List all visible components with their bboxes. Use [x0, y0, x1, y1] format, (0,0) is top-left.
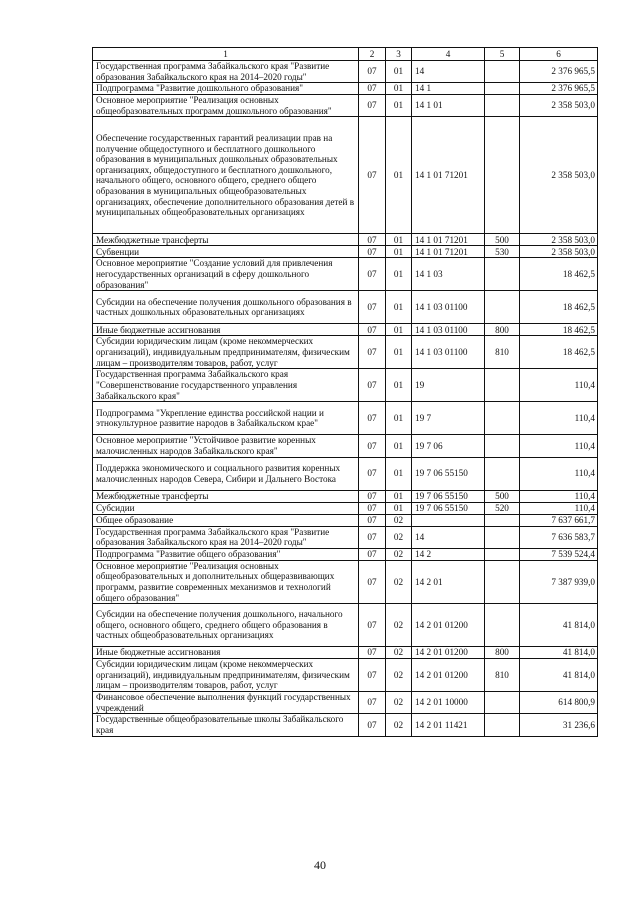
- row-amount: 110,4: [520, 457, 598, 490]
- row-subsection: 02: [386, 526, 412, 548]
- row-expense-type: 800: [485, 324, 520, 336]
- row-expense-type: [485, 514, 520, 526]
- budget-table: [92, 47, 598, 737]
- row-amount: 41 814,0: [520, 659, 598, 692]
- row-section: 07: [359, 647, 386, 659]
- row-expense-type: [485, 291, 520, 324]
- row-section: 07: [359, 560, 386, 603]
- row-name: Обеспечение государственных гарантий реализации прав на получение общедоступного и бесплатного дошкольного образования в муниципальных дошкольных образовательных организациях, общедоступного и бесплатного дошкольного, начального общего, основного общего, среднего общего образования в муниципальных общеобразовательных организациях, обеспечение дополнительного образования детей в муниципальных общеобразовательных организациях: [93, 117, 359, 234]
- row-target-article: 14 1 03 01100: [412, 336, 485, 369]
- row-expense-type: [485, 61, 520, 83]
- row-name: Межбюджетные трансферты: [93, 490, 359, 502]
- row-name: Субвенции: [93, 246, 359, 258]
- row-name: Государственная программа Забайкальского края "Развитие образования Забайкальского края на 2014–2020 годы": [93, 526, 359, 548]
- row-amount: 110,4: [520, 369, 598, 402]
- row-amount: 2 376 965,5: [520, 83, 598, 95]
- table-row: [93, 402, 598, 435]
- row-section: 07: [359, 548, 386, 560]
- row-section: 07: [359, 234, 386, 246]
- table-row: [93, 604, 598, 647]
- row-amount: 7 636 583,7: [520, 526, 598, 548]
- table-row: [93, 435, 598, 457]
- row-target-article: 14 2 01 01200: [412, 659, 485, 692]
- table-row: [93, 291, 598, 324]
- row-target-article: 19: [412, 369, 485, 402]
- row-target-article: 19 7 06 55150: [412, 502, 485, 514]
- row-target-article: 19 7 06 55150: [412, 457, 485, 490]
- row-section: 07: [359, 514, 386, 526]
- row-amount: 7 539 524,4: [520, 548, 598, 560]
- column-header-name: 1: [93, 48, 359, 61]
- row-target-article: 14 1 01 71201: [412, 117, 485, 234]
- row-section: 07: [359, 95, 386, 117]
- row-target-article: 14 1 03 01100: [412, 291, 485, 324]
- row-name: Государственная программа Забайкальского края "Развитие образования Забайкальского края на 2014–2020 годы": [93, 61, 359, 83]
- row-subsection: 01: [386, 83, 412, 95]
- row-amount: 18 462,5: [520, 336, 598, 369]
- table-row: [93, 560, 598, 603]
- row-name: Иные бюджетные ассигнования: [93, 647, 359, 659]
- row-target-article: 14 1 01 71201: [412, 246, 485, 258]
- table-row: [93, 83, 598, 95]
- table-row: [93, 502, 598, 514]
- row-target-article: 14 1 01: [412, 95, 485, 117]
- row-name: Субсидии: [93, 502, 359, 514]
- table-row: [93, 548, 598, 560]
- row-amount: 110,4: [520, 402, 598, 435]
- row-subsection: 01: [386, 234, 412, 246]
- row-amount: 41 814,0: [520, 604, 598, 647]
- row-expense-type: [485, 548, 520, 560]
- table-row: [93, 714, 598, 736]
- row-section: 07: [359, 604, 386, 647]
- row-subsection: 02: [386, 692, 412, 714]
- table-row: [93, 117, 598, 234]
- table-row: [93, 258, 598, 291]
- row-amount: 18 462,5: [520, 258, 598, 291]
- row-subsection: 01: [386, 402, 412, 435]
- row-expense-type: [485, 95, 520, 117]
- row-name: Межбюджетные трансферты: [93, 234, 359, 246]
- row-amount: 110,4: [520, 502, 598, 514]
- row-name: Подпрограмма "Развитие общего образования": [93, 548, 359, 560]
- row-expense-type: [485, 258, 520, 291]
- row-name: Субсидии юридическим лицам (кроме некоммерческих организаций), индивидуальным предпринимателям, физическим лицам – производителям товаров, работ, услуг: [93, 659, 359, 692]
- table-row: [93, 490, 598, 502]
- row-target-article: 19 7 06: [412, 435, 485, 457]
- row-subsection: 01: [386, 291, 412, 324]
- table-row: [93, 526, 598, 548]
- table-row: [93, 692, 598, 714]
- column-header-amount: 6: [520, 48, 598, 61]
- row-subsection: 01: [386, 369, 412, 402]
- table-row: [93, 336, 598, 369]
- row-section: 07: [359, 117, 386, 234]
- row-section: 07: [359, 369, 386, 402]
- row-amount: 31 236,6: [520, 714, 598, 736]
- row-section: 07: [359, 692, 386, 714]
- row-name: Субсидии на обеспечение получения дошкольного, начального общего, основного общего, среднего общего образования в частных общеобразовательных организациях: [93, 604, 359, 647]
- row-subsection: 02: [386, 604, 412, 647]
- table-row: [93, 457, 598, 490]
- row-subsection: 01: [386, 95, 412, 117]
- row-target-article: 14: [412, 526, 485, 548]
- row-target-article: 14 2 01 10000: [412, 692, 485, 714]
- row-amount: 7 637 661,7: [520, 514, 598, 526]
- row-expense-type: [485, 714, 520, 736]
- row-target-article: 14 2 01: [412, 560, 485, 603]
- row-subsection: 01: [386, 502, 412, 514]
- row-name: Основное мероприятие "Реализация основных общеобразовательных программ дошкольного образования": [93, 95, 359, 117]
- row-section: 07: [359, 402, 386, 435]
- column-header-target-article: 4: [412, 48, 485, 61]
- row-section: 07: [359, 246, 386, 258]
- row-target-article: 14 1 01 71201: [412, 234, 485, 246]
- row-amount: 7 387 939,0: [520, 560, 598, 603]
- row-subsection: 02: [386, 714, 412, 736]
- row-amount: 110,4: [520, 435, 598, 457]
- row-amount: 2 358 503,0: [520, 95, 598, 117]
- row-section: 07: [359, 258, 386, 291]
- row-target-article: 14 1: [412, 83, 485, 95]
- row-name: Основное мероприятие "Реализация основных общеобразовательных и дополнительных общеразвивающих программ, развитие современных механизмов и технологий общего образования": [93, 560, 359, 603]
- row-section: 07: [359, 435, 386, 457]
- row-subsection: 02: [386, 548, 412, 560]
- column-header-expense-type: 5: [485, 48, 520, 61]
- row-section: 07: [359, 457, 386, 490]
- table-row: [93, 234, 598, 246]
- row-subsection: 01: [386, 117, 412, 234]
- row-expense-type: [485, 369, 520, 402]
- row-name: Субсидии юридическим лицам (кроме некоммерческих организаций), индивидуальным предпринимателям, физическим лицам – производителям товаров, работ, услуг: [93, 336, 359, 369]
- row-amount: 2 358 503,0: [520, 234, 598, 246]
- row-target-article: 14 1 03: [412, 258, 485, 291]
- row-subsection: 01: [386, 246, 412, 258]
- row-name: Финансовое обеспечение выполнения функций государственных учреждений: [93, 692, 359, 714]
- table-row: [93, 647, 598, 659]
- table-row: [93, 659, 598, 692]
- row-subsection: 01: [386, 435, 412, 457]
- row-subsection: 01: [386, 61, 412, 83]
- row-section: 07: [359, 502, 386, 514]
- row-expense-type: [485, 83, 520, 95]
- row-section: 07: [359, 659, 386, 692]
- table-row: [93, 514, 598, 526]
- table-row: [93, 324, 598, 336]
- row-name: Государственные общеобразовательные школы Забайкальского края: [93, 714, 359, 736]
- column-header-section: 2: [359, 48, 386, 61]
- row-section: 07: [359, 291, 386, 324]
- row-subsection: 01: [386, 324, 412, 336]
- row-name: Основное мероприятие "Создание условий для привлечения негосударственных организаций в сферу дошкольного образования": [93, 258, 359, 291]
- row-expense-type: 810: [485, 336, 520, 369]
- table-row: [93, 61, 598, 83]
- row-expense-type: [485, 402, 520, 435]
- row-amount: 18 462,5: [520, 291, 598, 324]
- row-target-article: 14 2 01 01200: [412, 604, 485, 647]
- row-expense-type: [485, 604, 520, 647]
- row-target-article: 14 2: [412, 548, 485, 560]
- row-amount: 2 358 503,0: [520, 117, 598, 234]
- row-target-article: [412, 514, 485, 526]
- row-expense-type: [485, 692, 520, 714]
- table-row: [93, 369, 598, 402]
- page-number: 40: [314, 858, 326, 872]
- row-section: 07: [359, 61, 386, 83]
- row-expense-type: [485, 526, 520, 548]
- row-expense-type: 520: [485, 502, 520, 514]
- row-section: 07: [359, 714, 386, 736]
- row-subsection: 02: [386, 647, 412, 659]
- row-amount: 18 462,5: [520, 324, 598, 336]
- row-amount: 41 814,0: [520, 647, 598, 659]
- row-amount: 110,4: [520, 490, 598, 502]
- row-expense-type: [485, 435, 520, 457]
- row-section: 07: [359, 336, 386, 369]
- row-target-article: 14 1 03 01100: [412, 324, 485, 336]
- row-section: 07: [359, 324, 386, 336]
- table-row: [93, 95, 598, 117]
- row-subsection: 02: [386, 514, 412, 526]
- row-expense-type: 530: [485, 246, 520, 258]
- row-target-article: 14 2 01 01200: [412, 647, 485, 659]
- row-expense-type: [485, 117, 520, 234]
- row-subsection: 01: [386, 258, 412, 291]
- row-section: 07: [359, 490, 386, 502]
- row-name: Основное мероприятие "Устойчивое развитие коренных малочисленных народов Забайкальского края": [93, 435, 359, 457]
- row-section: 07: [359, 83, 386, 95]
- row-section: 07: [359, 526, 386, 548]
- row-name: Иные бюджетные ассигнования: [93, 324, 359, 336]
- budget-table-body: [93, 48, 598, 737]
- table-row: [93, 246, 598, 258]
- row-amount: 2 358 503,0: [520, 246, 598, 258]
- row-name: Подпрограмма "Развитие дошкольного образования": [93, 83, 359, 95]
- row-expense-type: 810: [485, 659, 520, 692]
- row-target-article: 14: [412, 61, 485, 83]
- column-header-subsection: 3: [386, 48, 412, 61]
- row-amount: 2 376 965,5: [520, 61, 598, 83]
- table-header-row: [93, 48, 598, 61]
- row-expense-type: 500: [485, 234, 520, 246]
- row-subsection: 01: [386, 457, 412, 490]
- row-name: Подпрограмма "Укрепление единства российской нации и этнокультурное развитие народов в Забайкальском крае": [93, 402, 359, 435]
- row-expense-type: 500: [485, 490, 520, 502]
- row-name: Государственная программа Забайкальского края "Совершенствование государственного управления Забайкальского края": [93, 369, 359, 402]
- row-subsection: 02: [386, 560, 412, 603]
- row-subsection: 01: [386, 490, 412, 502]
- row-target-article: 19 7 06 55150: [412, 490, 485, 502]
- row-name: Субсидии на обеспечение получения дошкольного образования в частных дошкольных образовательных организациях: [93, 291, 359, 324]
- row-subsection: 01: [386, 336, 412, 369]
- row-expense-type: [485, 560, 520, 603]
- row-name: Общее образование: [93, 514, 359, 526]
- row-subsection: 02: [386, 659, 412, 692]
- row-expense-type: [485, 457, 520, 490]
- row-name: Поддержка экономического и социального развития коренных малочисленных народов Севера, Сибири и Дальнего Востока: [93, 457, 359, 490]
- row-target-article: 14 2 01 11421: [412, 714, 485, 736]
- row-expense-type: 800: [485, 647, 520, 659]
- row-amount: 614 800,9: [520, 692, 598, 714]
- row-target-article: 19 7: [412, 402, 485, 435]
